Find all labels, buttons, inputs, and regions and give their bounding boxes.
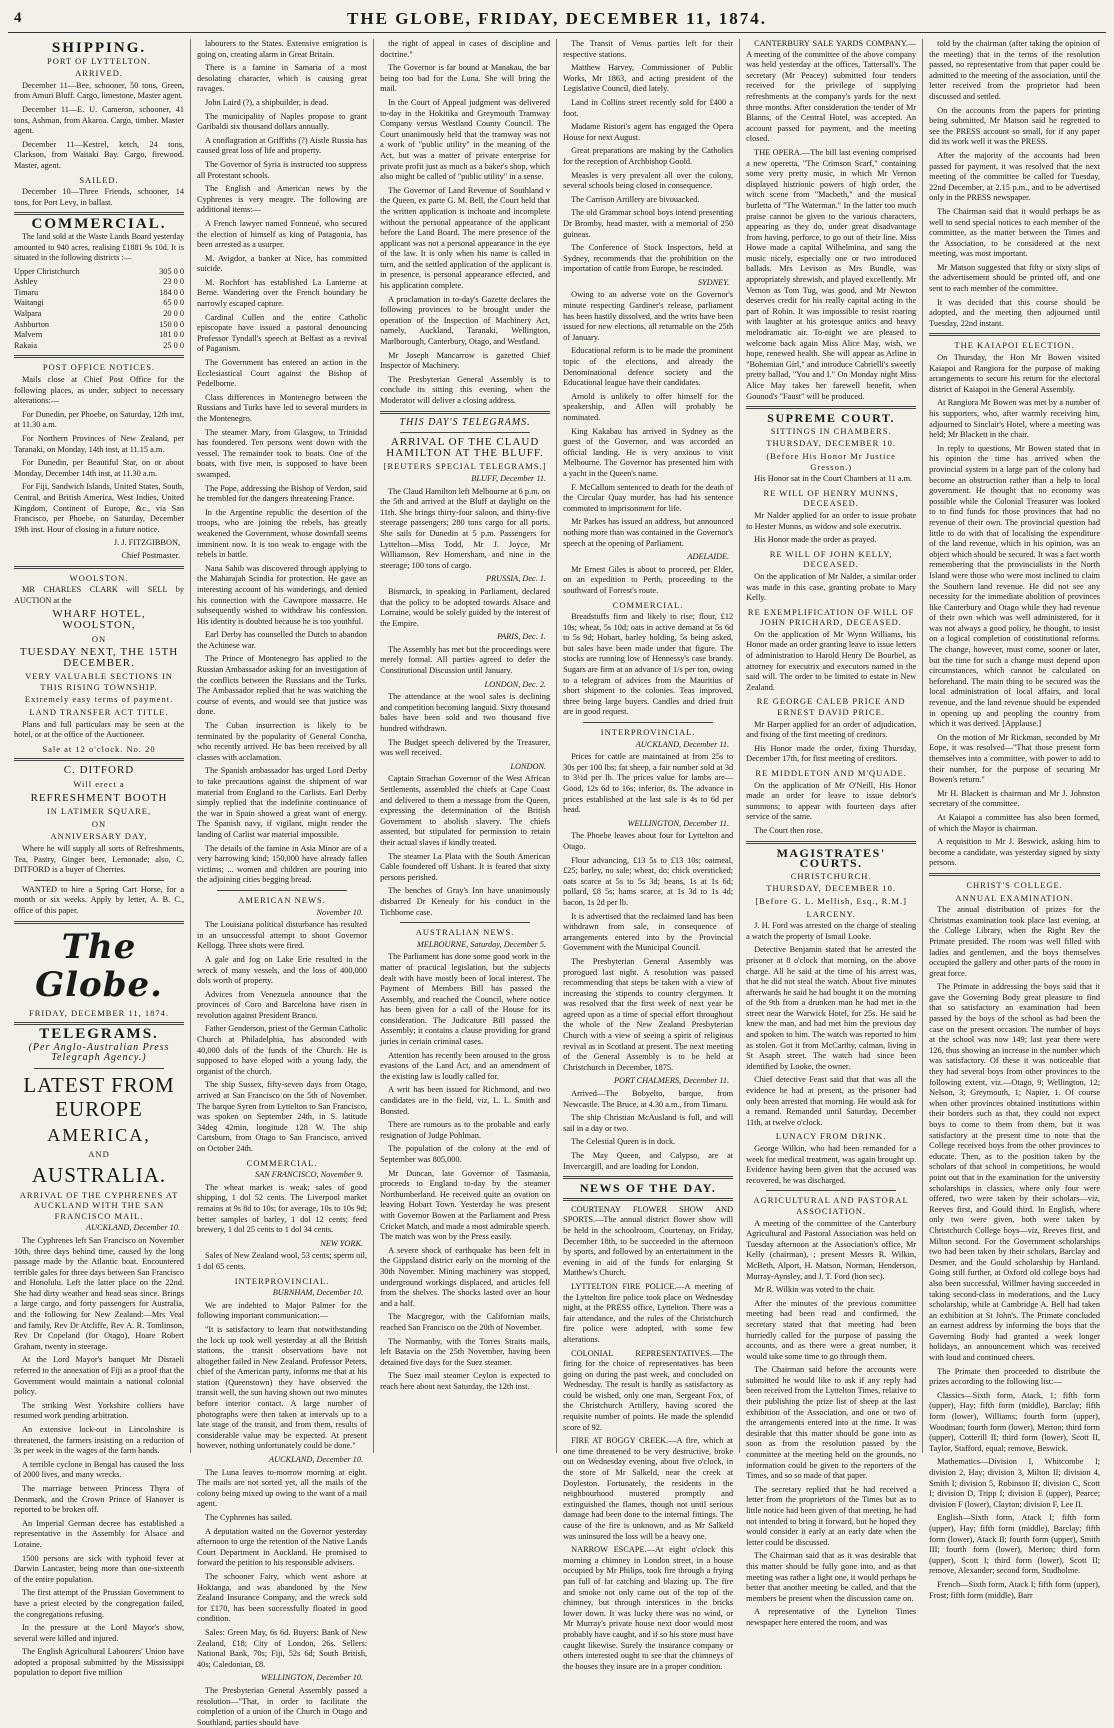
article-paragraph: The Presbyterian General Assembly passed a resolution—"That, in order to facilitate the completion of a union of the Church in Otago and Southland, parties should have: [197, 1685, 368, 1727]
ad-ref: No. 20: [126, 743, 156, 754]
article-paragraph: The Cuban insurrection is likely to be terminated by the popularity of General Concha, who recently arrived. He has been received by all classes with acclamation.: [197, 721, 368, 762]
article-paragraph: The Louisiana political disturbance has resulted in an unsuccessful attempt to shoot Governor Kellogg. Three shots were fired.: [197, 920, 368, 951]
court-subheading: CHRISTCHURCH.: [790, 870, 872, 881]
commercial-subheading: COMMERCIAL.: [246, 1157, 318, 1168]
dateline: AUCKLAND, December 11.: [635, 739, 730, 749]
headline-america: AMERICA,: [47, 1124, 151, 1145]
dateline: BLUFF, December 11.: [471, 473, 547, 483]
article-paragraph: The steamer La Plata with the South American Cable foundered off Ushant. It is feared that sixty persons perished.: [380, 851, 551, 882]
auction-sections: VERY VALUABLE SECTIONS IN THIS RISING TOWNSHIP.: [25, 671, 173, 692]
interprovincial-heading: INTERPROVINCIAL.: [600, 727, 696, 738]
auction-venue: WHARF HOTEL, WOOLSTON,: [52, 608, 146, 631]
claud-hamilton-headline: ARRIVAL OF THE CLAUD HAMILTON AT THE BLUFF.: [386, 436, 544, 459]
ditford-day: ANNIVERSARY DAY,: [50, 831, 148, 842]
dateline: MELBOURNE, Saturday, December 5.: [416, 939, 547, 949]
article-paragraph: Bismarck, in speaking in Parliament, declared that the policy to be adopted towards Alsace and Lorraine, would be solely guided by the interest of the Empire.: [380, 586, 551, 628]
telegrams-agency: (Per Anglo-Australian Press Telegraph Agency.): [28, 1041, 170, 1064]
case-heading: RE WILL OF HENRY MUNNS, DECEASED.: [763, 487, 899, 509]
commercial-heading: COMMERCIAL.: [31, 216, 167, 233]
article-paragraph: The Assembly has met but the proceedings were merely formal. All parties agreed to defer the Constitutional Discussion until January.: [380, 644, 551, 676]
article-paragraph: In the pressure at the Lord Mayor's show, several were killed and injured.: [14, 1623, 185, 1643]
divider: [766, 1190, 896, 1191]
case-heading: RE EXEMPLIFICATION OF WILL OF JOHN PRICHARD, DECEASED.: [747, 606, 915, 628]
dateline: WELLINGTON, December 10.: [260, 1673, 364, 1683]
article-paragraph: English—Sixth form, Atack I; fifth form (upper), Hay; fifth form (middle), Barclay; fifth form (lower), Atack II; fourth form (upper), Smith III; fourth form (lower), Merton; third form (upper), Scott I; third form (lower), Scott II; remove, Alexander; second form, Studholme.: [929, 1513, 1101, 1576]
article-paragraph: Chief detective Feast said that that was all the evidence he had at present, as the prisoner had only been arrested that morning. He would ask for a remand. Remanded until Saturday, December 11th, at twelve o'clock.: [746, 1075, 917, 1127]
article-paragraph: Measles is very prevalent all over the colony, several schools being closed in consequence.: [563, 170, 734, 191]
column-4: [557, 39, 740, 1671]
table-row: Walpara 20 0 0: [14, 309, 185, 319]
article-paragraph: Arnold is unlikely to offer himself for the speakership, and Allen will probably be nominated.: [563, 391, 734, 422]
post-office-paragraph: Mails close at Chief Post Office for the following places, as under, subject to necessary alterations:—: [14, 375, 185, 406]
arrival-entry: December 11—Bee, schooner, 50 tons, Green, from Amuri Bluff. Cargo, limestone, Master agent.: [14, 80, 185, 101]
ditford-name: C. DITFORD: [63, 764, 135, 777]
article-paragraph: Advices from Venezuela announce that the provinces of Coro and Barcelona have risen in revolution against President Branco.: [197, 989, 368, 1020]
article-paragraph: His Honor made the order as prayed.: [754, 535, 877, 545]
masthead-title: THE GLOBE, FRIDAY, DECEMBER 11, 1874.: [347, 9, 767, 28]
agricultural-heading: AGRICULTURAL AND PASTORAL ASSOCIATION.: [753, 1195, 909, 1216]
article-paragraph: The population of the colony at the end of September was 805,000.: [380, 1144, 551, 1164]
divider: [380, 411, 550, 414]
article-paragraph: In the Argentine republic the desertion of the troops, who are joining the rebels, has greatly weakened the Government, whose downfall seems imminent now. It is too weak to engage with the rebels in battle.: [197, 507, 368, 560]
article-paragraph: On the application of Mr Wynn Williams, his Honor made an order granting leave to issue letters of administration to Harold Henry De Bourbel, as attorney for executrix and executors named in the said will. The order to be limited to estate in New Zealand.: [746, 629, 917, 692]
table-row: Ashburton 150 0 0: [14, 319, 185, 329]
australian-news-heading: AUSTRALIAN NEWS.: [415, 927, 515, 938]
table-row: Timaru 184 0 0: [14, 287, 185, 297]
auction-time: Sale at 12 o'clock. No. 20: [42, 743, 156, 754]
column-2: [191, 39, 374, 1727]
article-paragraph: A proclamation in to-day's Gazette declares the following provinces to be brought under the operation of the Inspection of Machinery Act, namely, Auckland, Taranaki, Wellington, Marlborough, Canterbury, Otago, and Westland.: [380, 294, 551, 347]
article-paragraph: Mr Ernest Giles is about to proceed, per Elder, on an expedition to Perth, proceeding to the southward of Forrest's route.: [563, 564, 734, 595]
article-paragraph: The striking West Yorkshire colliers have resumed work pending arbitration.: [14, 1400, 185, 1421]
article-paragraph: Land in Collins street recently sold for £400 a foot.: [563, 97, 734, 118]
case-heading: RE MIDDLETON AND M'QUADE.: [755, 768, 907, 778]
article-paragraph: Arrived—The Bobyelto, barque, from Newcastle. The Bruce, at 4.30 a.m., from Timaru.: [563, 1089, 734, 1109]
article-paragraph: Nana Sahib was discovered through applying to the Maharajah Scindia for protection. He gave an interesting account of his wanderings, and denied his connection with the Cawnpore massacre. He subsequently wished to withdraw his confession. His identity is doubted because he is too youthful.: [197, 563, 368, 626]
article-paragraph: A deputation waited on the Governor yesterday afternoon to urge the retention of the Native Lands Court Department in Auckland. He promised to forward the petition to his responsible advisers.: [197, 1526, 368, 1568]
article-paragraph: On the motion of Mr Rickman, seconded by Mr Eope, it was resolved—"That those present form themselves into a committee, with power to add to their number, for the purpose of securing Mr Bowen's return.": [929, 732, 1101, 785]
article-paragraph: The wheat market is weak; sales of good shipping, 1 dol 52 cents. The Liverpool market remains at 9s 8d to 10s; for average, 10s to 10s 9d; better samples of barley, 1 dol 12 cents; feed brewery, 1 dol 25 cents to 1 dol 34 cents.: [197, 1182, 368, 1235]
article-paragraph: Madame Ristori's agent has engaged the Opera House for next August.: [563, 122, 734, 142]
article-paragraph: A conflagration at Griffiths (?) Aistle Russia has caused great loss of life and property.: [197, 135, 368, 156]
column-3: [374, 39, 557, 1453]
article-paragraph: The Governor of Land Revenue of Southland v the Queen, ex parte G. M. Bell, the Court held that the written application is inchoate and incomplete without the personal appearance of the applicant before the Land Board. The mere presence of the applicant was not a personal appearance in the eye of the law. It is only when his name is called in turn, and the settled application of the applicant is in presence, is personal appearance effected, and his application complete.: [380, 185, 551, 291]
article-paragraph: His Honor sat in the Court Chambers at 11 a.m.: [754, 474, 913, 484]
divider: [583, 722, 713, 723]
article-paragraph: Class differences in Montenegro between the Russians and Turks have led to several murders in the Montenegro.: [197, 392, 368, 423]
divider: [34, 880, 164, 881]
article-paragraph: Sales: Green May, 6s 6d. Buyers: Bank of New Zealand, £18; City of London, 26s. Sellers: National Bank, 70s; Fiji, 52s 6d; South British, 40s; Caledonian, £8.: [197, 1627, 368, 1669]
article-paragraph: The English Agricultural Labourers' Union have adopted a proposal submitted by the Mississippi population to deport five million: [14, 1647, 185, 1678]
article-paragraph: At Rangiora Mr Bowen was met by a number of his supporters, who, after warmly receiving him, adjourned to Sinclair's Hotel, where a meeting was held; Mr Blackett in the chair.: [929, 398, 1101, 440]
divider: [400, 432, 530, 433]
divider: [563, 1176, 733, 1179]
article-paragraph: Attention has recently been aroused to the gross evasions of the Land Act, and an amendment of the existing law is loudly called for.: [380, 1050, 551, 1081]
woolston-heading: WOOLSTON.: [69, 572, 129, 583]
article-paragraph: F. McCallum sentenced to death for the death of the Circular Quay murder, has had his sentence commuted to imprisonment for life.: [563, 482, 734, 513]
dateline: SAN FRANCISCO, November 9.: [254, 1170, 364, 1180]
article-paragraph: We are indebted to Major Palmer for the following important communication:—: [197, 1300, 368, 1321]
dateline: PORT CHALMERS, December 11.: [613, 1076, 730, 1086]
article-paragraph: told by the chairman (after taking the opinion of the meeting) that in the terms of the resolution passed, no representative from that paper could be admitted to the meeting of the association, until the letter received from the proprietor had been discussed and settled.: [929, 39, 1101, 101]
divider: [929, 873, 1100, 876]
article-paragraph: The attendance at the wool sales is declining and competition becoming languid. Sixty thousand bales have been sold and two thousand five hundred withdrawn.: [380, 692, 551, 734]
headline-and: AND: [88, 1148, 110, 1159]
post-office-paragraph: For Fiji, Sandwich Islands, United States, South, Central, and British America, West Indies, United Kingdom, Continent of Europe, &c., via San Francisco, per Phoebe, on Saturday, December 19th inst. Hour of closing in a future notice.: [14, 482, 185, 534]
article-paragraph: The old Grammar school boys intend presenting Dr Bromby, head master, with a memorial of 250 guineas.: [563, 208, 734, 239]
article-paragraph: Mr Matson suggested that fifty or sixty slips of the advertisement should be printed off, and one sent to each member of the committee.: [929, 262, 1101, 294]
article-paragraph: George Wilkin, who had been remanded for a week for medical treatment, was again brought up. Evidence having been given that the accused was recovered, he was discharged.: [746, 1144, 917, 1185]
article-paragraph: A meeting of the committee of the Canterbury Agricultural and Pastoral Association was held on Tuesday afternoon at the Association's office, Mr Kelly (chairman), ; present Messrs R. Wilkin, McBeth, Alport, H. Matson, Norman, Henderson, Murray-Aynsley, and J. T. Ford (hon sec).: [746, 1218, 917, 1281]
article-paragraph: Mr R. Wilkin was voted to the chair.: [754, 1285, 876, 1295]
column-1: [8, 39, 191, 1678]
article-paragraph: The Presbyterian General Assembly is to conclude its sitting this evening, when the Moderator will deliver a closing address.: [380, 374, 551, 405]
masthead: [8, 6, 1106, 33]
table-row: Ashley 23 0 0: [14, 277, 185, 287]
divider: [746, 841, 916, 844]
article-paragraph: The May Queen, and Calypso, are at Invercargill, and are loading for London.: [563, 1151, 734, 1171]
article-paragraph: A terrible cyclone in Bengal has caused the loss of 2000 lives, and many wrecks.: [14, 1459, 185, 1480]
headline-australia: AUSTRALIA.: [31, 1162, 167, 1187]
article-paragraph: A representative of the Lyttelton Times newspaper here entered the room, and was: [746, 1607, 917, 1627]
article-paragraph: The steamer Mary, from Glasgow, to Trinidad has foundered. Ten persons went down with the vessel. The remainder took to boats. One of the boats, with five men, is supposed to have been swamped.: [197, 427, 368, 479]
dateline: PARIS, Dec. 1.: [497, 632, 547, 642]
article-paragraph: The Governor is far bound at Manakau, the bar being too bad for the Luna. She will bring the mail.: [380, 63, 551, 94]
article-paragraph: The Cyphrenes left San Francisco on November 10th, three days behind time, caused by the long passage made by the Atlantic boat. Encountered terrible gales for three days between San Francisco and Honolulu. Left the latter place on the 22nd. She had dirty weather and head seas since. Brings a large cargo, and forty passengers for Australia, and the following for New Zealand:—Mrs Veal and family, Rev Dr Atcliffe, Rev A. R. Tomlinson, Rev Dr Copeland (for Otago), Hoare Robert Graham, twenty in steerage.: [14, 1235, 185, 1351]
article-paragraph: FIRE AT BOGGY CREEK.—A fire, which at one time threatened to be very destructive, broke out on Wednesday evening, about five o'clock, in the store of Mr Salkeld, near the creek at Doyleston. Fortunately, the residents in the neighbourhood mustered promptly and extinguished the flames, though not until serious damage had been done to the internal fittings. The cause of the fire is unknown, and as Mr Salkeld was uninsured the loss will be a heavy one.: [563, 1436, 734, 1541]
article-paragraph: The Chairman said that it would perhaps be as well to send special notices to each member of the committee, as the matter between the Times and the Association, to be considered at the next meeting, was most important.: [929, 206, 1101, 259]
article-paragraph: Mr Harper applied for an order of adjudication, and fixing of the first meeting of creditors.: [746, 719, 917, 740]
article-paragraph: A French lawyer named Fonneué, who secured the election of himself as king of Patagonia, has been arrested as a usurper.: [197, 218, 368, 250]
article-paragraph: Mr Joseph Mancarrow is gazetted Chief Inspector of Machinery.: [380, 350, 551, 371]
article-paragraph: The Transit of Venus parties left for their respective stations.: [563, 39, 734, 59]
article-paragraph: J. H. Ford was arrested on the charge of stealing a watch the property of Ismail Looke.: [746, 921, 917, 941]
article-paragraph: The Macgregor, with the Californian mails, reached San Francisco on the 20th of November.: [380, 1312, 551, 1332]
article-paragraph: There are rumours as to the probable and early resignation of Judge Pohlman.: [380, 1120, 551, 1140]
article-paragraph: Flour advancing, £13 5s to £13 10s; oatmeal, £25; barley, no sale; wheat, do; chick oversticked; oats scarce at 5s to 5s 3d; beans, 1s at 1s 6d; pollard, £8 5s; hams scarce, at 1s 3d to 1s 4d; bacon, 1s 2d per lb.: [563, 855, 734, 907]
columns: [8, 39, 1106, 1727]
article-paragraph: The municipality of Naples propose to grant Garibaldi six thousand dollars annually.: [197, 111, 368, 132]
article-paragraph: Captain Strachan Governor of the West African Settlements, assembled the chiefs at Cape Coast and delivered to them a message from the Queen, expressing the determination of the British Government to abolish slavery. The chiefs assented, but stipulated for permission to retain their actual slaves if kindly treated.: [380, 774, 551, 847]
article-paragraph: The Primate in addressing the boys said that it gave the Governing Body great pleasure to find that so satisfactory an examination had been passed by the boys of the school as had been the case on the present occasion. The number of boys at the school was now 149; last year there were 126, thus showing an increase in the number which was satisfactory. Of these it was noticeable that they had several boys from other provinces to the following extent, viz.—Otago, 9; Wellington, 12; Nelson, 3; Greymouth, 1; Napier, 1. Of course when other provinces obtained institutions within their borders such as that, they could not expect boys to come to them from them, but it was satisfactory at the present time to note that the College received boys from the other provinces to educate. Then, as to the position taken by the scholars of that school in competitions, he would point out that in the examination for the university scholarships in classics, where only four were offered, two were taken by their scholars—viz, Reeves first, and Gould third. In English, where only two were given, both were taken by Christchurch College boys—viz, Reeves first, and Milton second. For the Government scholarships two had been taken by their scholars, Barclay and Desmer, and the Gould scholarship by Hartland. Going still further, at Oxford old college boys had also been successful, Willmer having succeeded in taking second-class in moderations, and the Lucy scholarship, while at Cambridge A. Bell had taken an exhibition at St John's. The Primate concluded an earnest address by informing the boys that the Governing Body had granted a week longer holidays, an announcement which was received with loud and continued cheers.: [929, 982, 1101, 1363]
college-subheading: ANNUAL EXAMINATION.: [955, 892, 1074, 903]
article-paragraph: The details of the famine in Asia Minor are of a very harrowing kind; 150,000 have already fallen victims; ... women and children are pouring into the adjoining cities begging bread.: [197, 843, 368, 885]
column-5: [740, 39, 923, 1627]
article-paragraph: 1500 persons are sick with typhoid fever at Darwin Lancaster, being more than one-sixteenth of the entire population.: [14, 1553, 185, 1584]
sailed-entry: December 10—Three Friends, schooner, 14 tons, for Port Levy, in ballast.: [14, 187, 185, 207]
article-paragraph: The Luna leaves to-morrow morning at eight. The mails are not sorted yet, all the mails of the colony being mixed up owing to the want of a mail agent.: [197, 1467, 368, 1509]
article-paragraph: The Government has entered an action in the Ecclesiastical Court against the Bishop of Pedelborne.: [197, 358, 368, 389]
commercial-intro: The land sold at the Waste Lands Board yesterday amounted to 940 acres, realising £1881 9s 10d. It is situated in the following districts :—: [14, 231, 185, 263]
article-paragraph: After the minutes of the previous committee meeting had been read and confirmed, the secretary stated that that meeting had been hurriedly called for the purpose of passing the accounts, and as there were a great number, it would take some time to go through them.: [746, 1298, 917, 1361]
table-row: Malvern 181 0 0: [14, 330, 185, 340]
article-paragraph: The benches of Gray's Inn have unanimously disbarred Dr Kenealy for his conduct in the Tichborne case.: [380, 886, 551, 917]
reuters-label: [REUTERS SPECIAL TELEGRAMS.]: [383, 461, 547, 472]
article-paragraph: A requisition to Mr J. Beswick, asking him to become a candidate, was yesterday signed by sixty persons.: [929, 837, 1101, 868]
column-6: [923, 39, 1106, 1600]
article-paragraph: The Budget speech delivered by the Treasurer, was well received.: [380, 737, 551, 758]
post-office-heading: POST OFFICE NOTICES.: [42, 362, 156, 373]
article-paragraph: The marriage between Princess Thyra of Denmark, and the Crown Prince of Hanover is reported to be broken off.: [14, 1483, 185, 1515]
article-paragraph: On the accounts from the papers for printing being submitted, Mr Matson said he regretted to see the PRESS account so small, for if any paper did its work well it was the PRESS.: [929, 105, 1101, 147]
article-paragraph: An extensive lock-out in Lincolnshire is threatened, the farmers insisting on a reduction of 3s per week in the wages of the farm hands.: [14, 1425, 185, 1456]
telegrams-subhead: ARRIVAL OF THE CYPHRENES AT AUCKLAND WITH THE SAN FRANCISCO MAIL.: [19, 1189, 179, 1221]
article-paragraph: the right of appeal in cases of discipline and doctrine.": [380, 39, 551, 59]
article-paragraph: Classics—Sixth form, Atack, 1; fifth form (upper), Hay; fifth form (middle), Barclay; fifth form (lower), Williams; fourth form (upper), Woodman; fourth form (lower), Merton; third form (upper), Cotterill II; third form (lower), Scott II, Taylor, Stafford, equal; remove, Beswick.: [929, 1390, 1101, 1453]
article-paragraph: Prices for cattle are maintained at from 25s to 30s per 100 lbs; fat sheep, a fair number sold at 3d to 3½d per lb. The prices value for lambs are—Good, 12s 6d to 16s; inferior, 8s. The advance in prices established at the last sale is 4s to 6d per head.: [563, 752, 734, 815]
ditford-on: ON: [91, 818, 107, 829]
port-heading: PORT OF LYTTELTON.: [46, 55, 152, 66]
case-heading: LUNACY FROM DRINK.: [775, 1131, 887, 1142]
globe-logo: The Globe.: [35, 926, 163, 1005]
table-row: Waitangi 65 0 0: [14, 298, 185, 308]
article-paragraph: The Court then rose.: [754, 825, 823, 835]
article-paragraph: Earl Derby has counselled the Dutch to abandon the Achinese war.: [197, 630, 368, 650]
article-paragraph: His Honor made the order, fixing Thursday, December 17th, for first meeting of creditors.: [746, 743, 917, 764]
article-paragraph: The Carrison Artillery are bivouacked.: [571, 194, 700, 204]
article-paragraph: The Conference of Stock Inspectors, held at Sydney, recommends that the prohibition on the importation of cattle from Europe, be rescinded.: [563, 243, 734, 274]
article-paragraph: THE OPERA.—The bill last evening comprised a new operetta, "The Crimson Scarf," containing some very pretty music, in which Mr Vernon displayed histrionic powers of high order, the witch scene from "Macbeth," and the musical burletta of "The Waterman." In the latter too much praise cannot be given to the various characters, appearing as they do, under great disadvantage from having, perforce, to go out of their line. Miss Howe made a capital Wilhelmina, and sang the music nicely, especially one or two introduced ballads. Mrs Levison as Mrs Bundle, was appropriately shrewish, and played excellently. Mr Vernon as Tom Tug, was good, and Mr Newton deserves credit for his really capital acting in the part of Robin. It was impossible to resist roaring with laughter at his grotesque antics and heavy melodramatic air. To-night we are pleased to welcome back again Miss Alice May, wish, we hope, renewed health. She will appear as Arline in "Bohemian Girl," and introduce Cabrielli's sweetly pretty ballad, "You and I." On Monday night Miss Alice May takes her farewell benefit, when Gounod's "Faust" will be produced.: [746, 147, 917, 401]
auction-plans: Plans and full particulars may be seen at the hotel, or at the office of the Auctioneer.: [14, 719, 185, 740]
article-paragraph: French—Sixth form, Atack I; fifth form (upper), Frost; fifth form (middle), Barr: [929, 1579, 1101, 1600]
article-paragraph: NARROW ESCAPE.—At eight o'clock this morning a chimney in London street, in a house occupied by Mr Philips, took fire through a frying pan full of fat catching and blazing up. The fire and smoke not only came out of the top of the chimney, but through interstices in the bricks lower down. It was lucky there was no wind, or Mr Murray's private house next door would most probably have caught, and if so his store must have caught likewise. Surely the insurance company or others interested ought to see that the chimneys of the houses they insure are in a proper condition.: [563, 1545, 734, 1671]
post-office-paragraph: For Dunedin, per Phoebe, on Saturday, 12th inst, at 11.30 a.m.: [14, 409, 185, 430]
article-paragraph: "It is satisfactory to learn that notwithstanding the lock up took well yesterday at all the British stations, the transit observations have not altogether failed in New Zealand. Professor Peters, chief of the American party, informs me that at his station (Queenstown) they have observed the transit well, the sun having shown out two minutes before interior contact. A large number of photographs were then taken at intervals up to a late stage of the transit, and from them, results of considerable value may be expected. At present however, nothing unfortunately could be done.": [197, 1324, 368, 1451]
article-paragraph: COURTENAY FLOWER SHOW AND SPORTS.—The annual district flower show will be held in the schoolroom, Courtenay, on Friday, December 18th, to be succeeded in the afternoon by sports, and followed by an entertainment in the evening in aid of the funds for enlarging St Matthew's Church.: [563, 1204, 734, 1278]
divider: [14, 566, 184, 569]
interprovincial-heading: INTERPROVINCIAL.: [234, 1275, 330, 1286]
todays-telegrams-heading: THIS DAY'S TELEGRAMS.: [399, 416, 531, 428]
article-paragraph: Breadstuffs firm and likely to rise; flour, £12 10s; wheat, 5s 10d; oats in active demand at 5s 6d to 5s 9d; Hobart, barley holding, 5s being asked, but sales have been made under that figure. The stocks are running low of Hennessy's case brandy. Sugars are firm at an advance of 1/s per ton, owing to a telegram of advices from the Mauritius of short shipment to the colonies. Teas improved, three being large buyers. Candles and dried fruit are in good request.: [563, 612, 734, 717]
dateline: SYDNEY.: [697, 277, 730, 287]
auction-terms: Extremely easy terms of payment.: [24, 694, 174, 705]
article-paragraph: The Presbyterian General Assembly was prorogued last night. A resolution was passed recommending that steps be taken with a view of increasing the stipends to country clergymen. It was resolved that the first week of next year be agreed upon as a time of special effort throughout the whole of the New Zealand Presbyterian Church with a view of seeing a spirit of religious revival as in Scotland at present. The next meeting of the General Assembly is to be held at Christchurch in December, 1875.: [563, 956, 734, 1072]
auction-line: MR CHARLES CLARK will SELL by AUCTION at the: [14, 585, 185, 605]
post-office-paragraph: For Northern Provinces of New Zealand, per Taranaki, on Monday, 14th inst, at 11.15 a.m.: [14, 434, 185, 454]
article-paragraph: An Imperial German decree has established a representative in the Assembly for Alsace and Loraine.: [14, 1518, 185, 1549]
article-paragraph: M. Rochfort has established La Lanterne at Berne. Wandering over the French boundary he narrowly escaped capture.: [197, 277, 368, 309]
article-paragraph: It was decided that this course should be adopted, and the meeting then adjourned until Tuesday, 22nd instant.: [929, 297, 1101, 328]
article-paragraph: The Parliament has done some good work in the matter of practical legislation, but the subjects dealt with have mostly been of local interest. The Payment of Members Bill has passed the Assembly, and reached the Council, where notice has been given for a call of the House for its consideration. The Judicature Bill passed the Assembly; it contains a clause providing for grand juries in certain criminal cases.: [380, 952, 551, 1047]
telegrams-heading: TELEGRAMS.: [39, 1026, 159, 1043]
divider: [400, 922, 530, 923]
article-paragraph: There is a famine in Samaria of a most desolating character, which is causing great ravages.: [197, 63, 368, 94]
article-paragraph: labourers to the States. Extensive emigration is going on, creating alarm in Great Britain.: [197, 39, 368, 59]
divider: [34, 1068, 164, 1069]
article-paragraph: The Cyphrenes has sailed.: [205, 1513, 293, 1522]
headline-europe: LATEST FROM EUROPE: [23, 1072, 175, 1121]
article-paragraph: Father Genderson, priest of the German Catholic Church at Philadelphia, has absconded with 40,000 dols of the funds of the Church. He is supposed to have eloped with a young lady, the organist of the church.: [197, 1024, 368, 1076]
article-paragraph: On the application of Mr O'Neill, His Honor made an order for leave to issue debtor's summons; to appear with fourteen days after service of the same.: [746, 780, 917, 822]
dateline: PRUSSIA, Dec. 1.: [485, 574, 547, 584]
article-paragraph: The ship Sussex, fifty-seven days from Otago, arrived at San Francisco on the 5th of November. The barque Syren from Lyttelton to San Francisco, was spoken on September 24th, in S. latitude 34deg 42min, longitude 128 W. The ship Cartsburn, from Otago to San Francisco, arrived on October 24th.: [197, 1080, 368, 1153]
article-paragraph: Mr Duncan, late Governor of Tasmania, proceeds to England to-day by the steamer Northumberland. He received quite an ovation on leaving Hobart Town. Yesterday he was present with Governor Bowen at the Parliament and Press Cricket Match, and made a most admirable speech. The match was won by the Press easily.: [380, 1168, 551, 1242]
article-paragraph: In the Court of Appeal judgment was delivered to-day in the Hokitika and Greymouth Tramway Company versus Westland County Council. The Court unanimously held that the tramway was not a work of "public utility" in the meaning of the Act, but was a matter of private enterprise for private profit just as much as a baker's shop, which also might be called of "public utility" in a sense.: [380, 97, 551, 182]
article-paragraph: Detective Benjamin stated that he arrested the prisoner at 8 o'clock that morning, on the above charge. All he said at the time of his arrest was, that he did not steal the watch. About five minutes afterwards he said he had bought it on the morning of the 9th from a drunken man he had met in the street near the Warwick Hotel, for 25s. He said he knew the man, and had met him the previous day and spoken to him. The watch was reported to him as stolen. Got it from McCarthy, calman, living in St Asaph street. The watch had since been identified by Looke, the owner.: [746, 945, 917, 1071]
post-office-paragraph: For Dunedin, per Beautiful Star, on or about Monday, December 14th inst, at 11.30 a.m.: [14, 458, 185, 478]
article-paragraph: The Chairman said before the accounts were submitted he would like to ask if any reply had been received from the Lyttelton Times, relative to their publishing the prize list of sheep at the last exhibition of the Association, and one or two of the arrangements entered into at the time. It was desirable that this matter should be gone into as soon as from the resolution passed by the committee at the meeting held on the grounds, no information could be given to the reporters of the Times, and so so made of that paper.: [746, 1365, 917, 1481]
article-paragraph: The Claud Hamilton left Melbourne at 6 p.m. on the 5th and arrived at the Bluff at daylight on the 11th. She brings thirty-four saloon, and thirty-five steerage passengers; 280 tons cargo for all ports. She sails for Dunedin at 5 p.m. Passengers for Lyttelton—Miss Todd, Mr J. Joyce, Mr Williamson, Rev Homersham, and nine in the steerage; 100 tons of cargo.: [380, 486, 551, 570]
court-date: THURSDAY, DECEMBER 10.: [766, 883, 896, 894]
court-subheading: SITTINGS IN CHAMBERS.: [770, 425, 892, 436]
auction-on: ON: [91, 633, 107, 644]
dateline: BURNHAM, December 10.: [272, 1288, 364, 1298]
case-heading: RE WILL OF JOHN KELLY, DECEASED.: [769, 548, 893, 570]
ditford-line: Will erect a: [73, 779, 125, 790]
page-number: 4: [14, 10, 22, 26]
article-paragraph: The schooner Fairy, which went ashore at Hokianga, and was abandoned by the New Zealand Insurance Company, and the wreck sold for £170, has been successfully floated in good condition.: [197, 1571, 368, 1624]
commercial-subheading: COMMERCIAL.: [612, 599, 684, 610]
divider: [14, 212, 184, 215]
news-of-the-day-heading: NEWS OF THE DAY.: [579, 1181, 717, 1196]
article-paragraph: A writ has been issued for Richmond, and two candidates are in the field, viz, L. L. Smith and Bonsted.: [380, 1085, 551, 1116]
article-paragraph: Mr Nalder applied for an order to issue probate to Hester Munns, as widow and sole executrix.: [746, 510, 917, 531]
dateline: LONDON, Dec. 2.: [484, 679, 547, 689]
auction-date: TUESDAY NEXT, THE 15TH DECEMBER.: [19, 646, 179, 669]
article-paragraph: It is advertised that the reclaimed land has been withdrawn from sale, in consequence of arrangements entered into by the Provincial Government with the Municipal Council.: [563, 911, 734, 953]
arrival-entry: December 11—Kestrel, ketch, 24 tons, Clarkson, from Waitaki Bay. Cargo, firewood. Master, agent.: [14, 139, 185, 170]
divider: [929, 333, 1100, 336]
globe-dateline: FRIDAY, DECEMBER 11, 1874.: [29, 1007, 169, 1018]
case-heading: RE GEORGE CALEB PRICE AND ERNEST DAVID PRICE.: [756, 696, 906, 718]
dateline: AUCKLAND, December 10.: [269, 1455, 364, 1465]
article-paragraph: Educational reform is to be made the prominent topic of the elections, and already the Denominational defence society and the Educational league have their candidates.: [563, 346, 734, 388]
article-paragraph: Cardinal Cullen and the entire Catholic episcopate have issued a pastoral denouncing Professor Tyndall's speech at Belfast as a revival of Paganism.: [197, 312, 368, 354]
dateline: AUCKLAND, December 10.: [86, 1223, 181, 1233]
article-paragraph: The ship Christian McAusland is full, and will sail in a day or two.: [563, 1113, 734, 1133]
article-paragraph: The Normanby, with the Torres Straits mails, left Batavia on the 25th November, having been detained five days for the Suez steamer.: [380, 1336, 551, 1367]
supreme-court-heading: SUPREME COURT.: [767, 411, 895, 426]
article-paragraph: After the majority of the accounts had been passed for payment, it was resolved that the next meeting of the committee be called for Tuesday, 22nd December, at 2.15 p.m., and to be advertised only in the PRESS newspaper.: [929, 150, 1101, 203]
article-paragraph: The Celestial Queen is in dock.: [571, 1137, 676, 1147]
table-row: Upper Christchurch 305 0 0: [14, 266, 185, 276]
article-paragraph: Matthew Harvey, Commissioner of Public Works, Mr 1863, and acting president of the Legislative Council, died lately.: [563, 63, 734, 94]
divider: [563, 1198, 733, 1201]
article-paragraph: The Spanish ambassador has urged Lord Derby to take precautions against the shipment of war material from England to the Carlists. Earl Derby simply replied that the indefinite continuance of the war in Spain showed a great want of energy. The Spanish navy, if vigilant, might render the landing of Carlist war material impossible.: [197, 766, 368, 839]
divider: [14, 355, 184, 358]
wanted-ad: WANTED to hire a Spring Cart Horse, for a month or six weeks. Apply by letter, A. B. C., office of this paper.: [14, 884, 185, 915]
article-paragraph: LYTTELTON FIRE POLICE.—A meeting of the Lyttelton fire police took place on Wednesday night, at the PRESS office, Lyttelton. There was a fair attendance, and the rules of the Christchurch fire police were adopted, with some few alterations.: [563, 1281, 734, 1344]
divider: [14, 921, 184, 924]
article-paragraph: A severe shock of earthquake has been felt in the Gippsland district early on the morning of the 30th November. Mining machinery was stopped, underground workings displaced, and articles fell from the shelves. The shocks lasted over an hour and a half.: [380, 1245, 551, 1308]
article-paragraph: The English and American news by the Cyphrenes is very meagre. The following are additional items:—: [197, 184, 368, 215]
arrival-entry: December 11—E. U. Cameron, schooner, 41 tons, Ashman, from Akaroa. Cargo, timber. Master agent.: [14, 104, 185, 136]
article-paragraph: The first attempt of the Prussian Government to have a priest elected by the congregation failed, the congregations refusing.: [14, 1588, 185, 1619]
court-before: [Before G. L. Mellish, Esq., R.M.]: [755, 895, 907, 906]
american-news-heading: AMERICAN NEWS.: [238, 894, 326, 905]
dateline: LONDON.: [510, 761, 547, 771]
divider: [746, 406, 916, 409]
article-paragraph: The Phoebe leaves about four for Lyttelton and Otago.: [563, 831, 734, 851]
land-sales-table: [14, 267, 184, 352]
divider: [14, 758, 184, 761]
case-heading: LARCENY.: [806, 908, 856, 919]
dateline: NEW YORK.: [320, 1238, 364, 1248]
article-paragraph: The Primate then proceeded to distribute the prizes according to the following list:—: [929, 1366, 1101, 1387]
divider: [217, 890, 347, 891]
article-paragraph: The annual distribution of prizes for the Christmas examination took place last evening, at the College Library, when the Right Rev the Primate presided. The room was well filled with ladies and gentlemen, and the boys themselves occupied the gallery and other parts of the room in great force.: [929, 905, 1101, 978]
court-before: (Before His Honor Mr Justice Gresson.): [766, 450, 896, 472]
article-paragraph: The Prince of Montenegro has applied to the Russian Ambassador asking for an investigation of the conflicts between the Russians and the Turks. The Ambassador replied that he was watching the course of events, and would see that justice was done.: [197, 654, 368, 717]
christs-college-heading: CHRIST'S COLLEGE.: [966, 879, 1063, 890]
postmaster-title: Chief Postmaster.: [121, 550, 181, 560]
article-paragraph: The secretary replied that he had received a letter from the proprietors of the Times but as to little notice had been given of that meeting, he had not intended to bring it forward, but he hoped they would consider it early at an early date when the letter could be discussed.: [746, 1484, 917, 1547]
kaiapoi-election-heading: THE KAIAPOI ELECTION.: [954, 340, 1075, 351]
article-paragraph: COLONIAL REPRESENTATIVES.—The firing for the choice of representatives has been going on during the past week, and concluded on Wednesday. The result is hardly as satisfactory as could be wished, only one man, Sergeant Fox, of the Christchurch Artillery, having scored the requisite number of points. He made the splendid score of 92.: [563, 1348, 734, 1432]
court-date: THURSDAY, DECEMBER 10.: [766, 438, 896, 449]
article-paragraph: Owing to an adverse vote on the Governor's minute respecting Gardiner's release, parliament has been hastily dissolved, and the writs have been issued for new elections, all returnable on the 25th of January.: [563, 290, 734, 342]
dateline: ADELAIDE.: [687, 552, 730, 562]
postmaster-signature: J. J. FITZGIBBON,: [113, 538, 181, 548]
article-paragraph: At Kaiapoi a committee has also been formed, of which the Mayor is chairman.: [929, 812, 1101, 833]
shipping-heading: SHIPPING.: [51, 40, 147, 56]
ditford-location: IN LATIMER SQUARE,: [46, 806, 152, 817]
article-paragraph: Mr Parkes has issued an address, but announced nothing more than was contained in the Governor's speech at the opening of Parliament.: [563, 517, 734, 548]
ditford-booth: REFRESHMENT BOOTH: [30, 791, 168, 804]
article-paragraph: A gale and fog on Lake Erie resulted in the wreck of many vessels, and the loss of 400,000 dols worth of property.: [197, 954, 368, 986]
article-paragraph: King Kakabau has arrived in Sydney as the guest of the Governor, and was accorded an official landing. He is very anxious to visit Melbourne. The Governor has presented him with a yacht in the Queen's name.: [563, 426, 734, 478]
article-paragraph: Sales of New Zealand wool, 53 cents; sperm oil, 1 dol 65 cents.: [197, 1251, 368, 1271]
article-paragraph: Mr H. Blackett is chairman and Mr J. Johnston secretary of the committee.: [929, 788, 1101, 809]
sailed-label: SAILED.: [79, 174, 119, 185]
article-paragraph: In reply to questions, Mr Bowen stated that in his opinion the time has arrived when the provincial system in a large part of the colony had become an obstruction rather than a help to local government. He thought that no economy was possible while the Colonial Treasurer was looked to to find funds for those provinces that had no revenue of their own. The provincial question had little to do with that of localising the expenditure of the land revenue, which in his opinion, was an object which should be secured. It was a fact worth remembering that the provincialists in the North Island were those who were most inclined to claim the Southern land revenue. He did not see any necessity for the immediate abolition of provinces like Canterbury and Otago while they had revenue of their own which was well administered, for it was not always a good policy, he thought, to insist on a logical completion of constitutional reforms. The change, however, must come, sooner or later, but the time for such a change must depend upon circumstances, which cannot be calculated on beforehand. The main thing to be secured was the local administration of local affairs, and local revenue, and the land revenue should be expended in opening up and peopling the country from which it was derived. [Applause.]: [929, 443, 1101, 729]
arrived-label: ARRIVED.: [75, 68, 123, 79]
article-paragraph: Mathematics—Division I, Whitcombe I; division 2, Hay; division 3, Milton II; division 4, Smith I; division 5, Robinson II; division C, Scott I; division D, Tripp I; division E (upper), Pearce; division F (lower), Clayton; division F, Lee II.: [929, 1457, 1101, 1509]
ditford-details: Where he will supply all sorts of Refreshments, Tea, Pastry, Ginger beer, Lemonade; also, C. DITFORD is a buyer of Cherries.: [14, 844, 185, 875]
article-paragraph: CANTERBURY SALE YARDS COMPANY.—A meeting of the committee of the above company was held yesterday at the offices, Tattersall's. The secretary (Mr Peacey) submitted four tenders received for the privilege of supplying refreshments at the company's yards for the next three months. After consideration the tender of Mr Blanns, of the Central Hotel, was accepted. An account passed for payment, and the meeting closed.: [746, 39, 917, 144]
article-paragraph: The Pope, addressing the Bishop of Verdon, said he trembled for the dangers threatening France.: [197, 483, 368, 504]
auction-title: LAND TRANSFER ACT TITLE.: [29, 707, 169, 718]
divider: [14, 1022, 184, 1025]
table-row: Rakaia 25 0 0: [14, 340, 185, 350]
article-paragraph: On the application of Mr Nalder, a similar order was made in this case, granting probate to Mary Kelly.: [746, 571, 917, 603]
article-paragraph: The Suez mail steamer Ceylon is expected to reach here about next Saturday, the 12th inst.: [380, 1371, 551, 1391]
article-paragraph: M. Avigdor, a banker at Nice, has committed suicide.: [197, 253, 368, 274]
article-paragraph: John Laird (?), a shipbuilder, is dead.: [205, 97, 329, 107]
article-paragraph: Great preparations are making by the Catholics for the reception of Archbishop Goold.: [563, 146, 734, 166]
dateline: November 10.: [316, 907, 364, 917]
article-paragraph: The Governor of Syria is instructed too suppress all Protestant schools.: [197, 159, 368, 180]
magistrates-courts-heading: MAGISTRATES' COURTS.: [776, 845, 886, 871]
dateline: WELLINGTON, December 11.: [627, 818, 730, 828]
article-paragraph: The Chairman said that as it was desirable that this matter should be fully gone into, and as that meeting was rather a light one, it would perhaps be better that another meeting be called, and that the members be present when the discussion came on.: [746, 1551, 917, 1603]
article-paragraph: On Thursday, the Hon Mr Bowen visited Kaiapoi and Rangiora for the purpose of making arrangements to secure his return for the electoral district of Kaiapoi in the General Assembly.: [929, 353, 1101, 394]
article-paragraph: At the Lord Mayor's banquet Mr Disraeli referred to the annexation of Fiji as a proof that the Government would maintain a national colonial policy.: [14, 1355, 185, 1397]
